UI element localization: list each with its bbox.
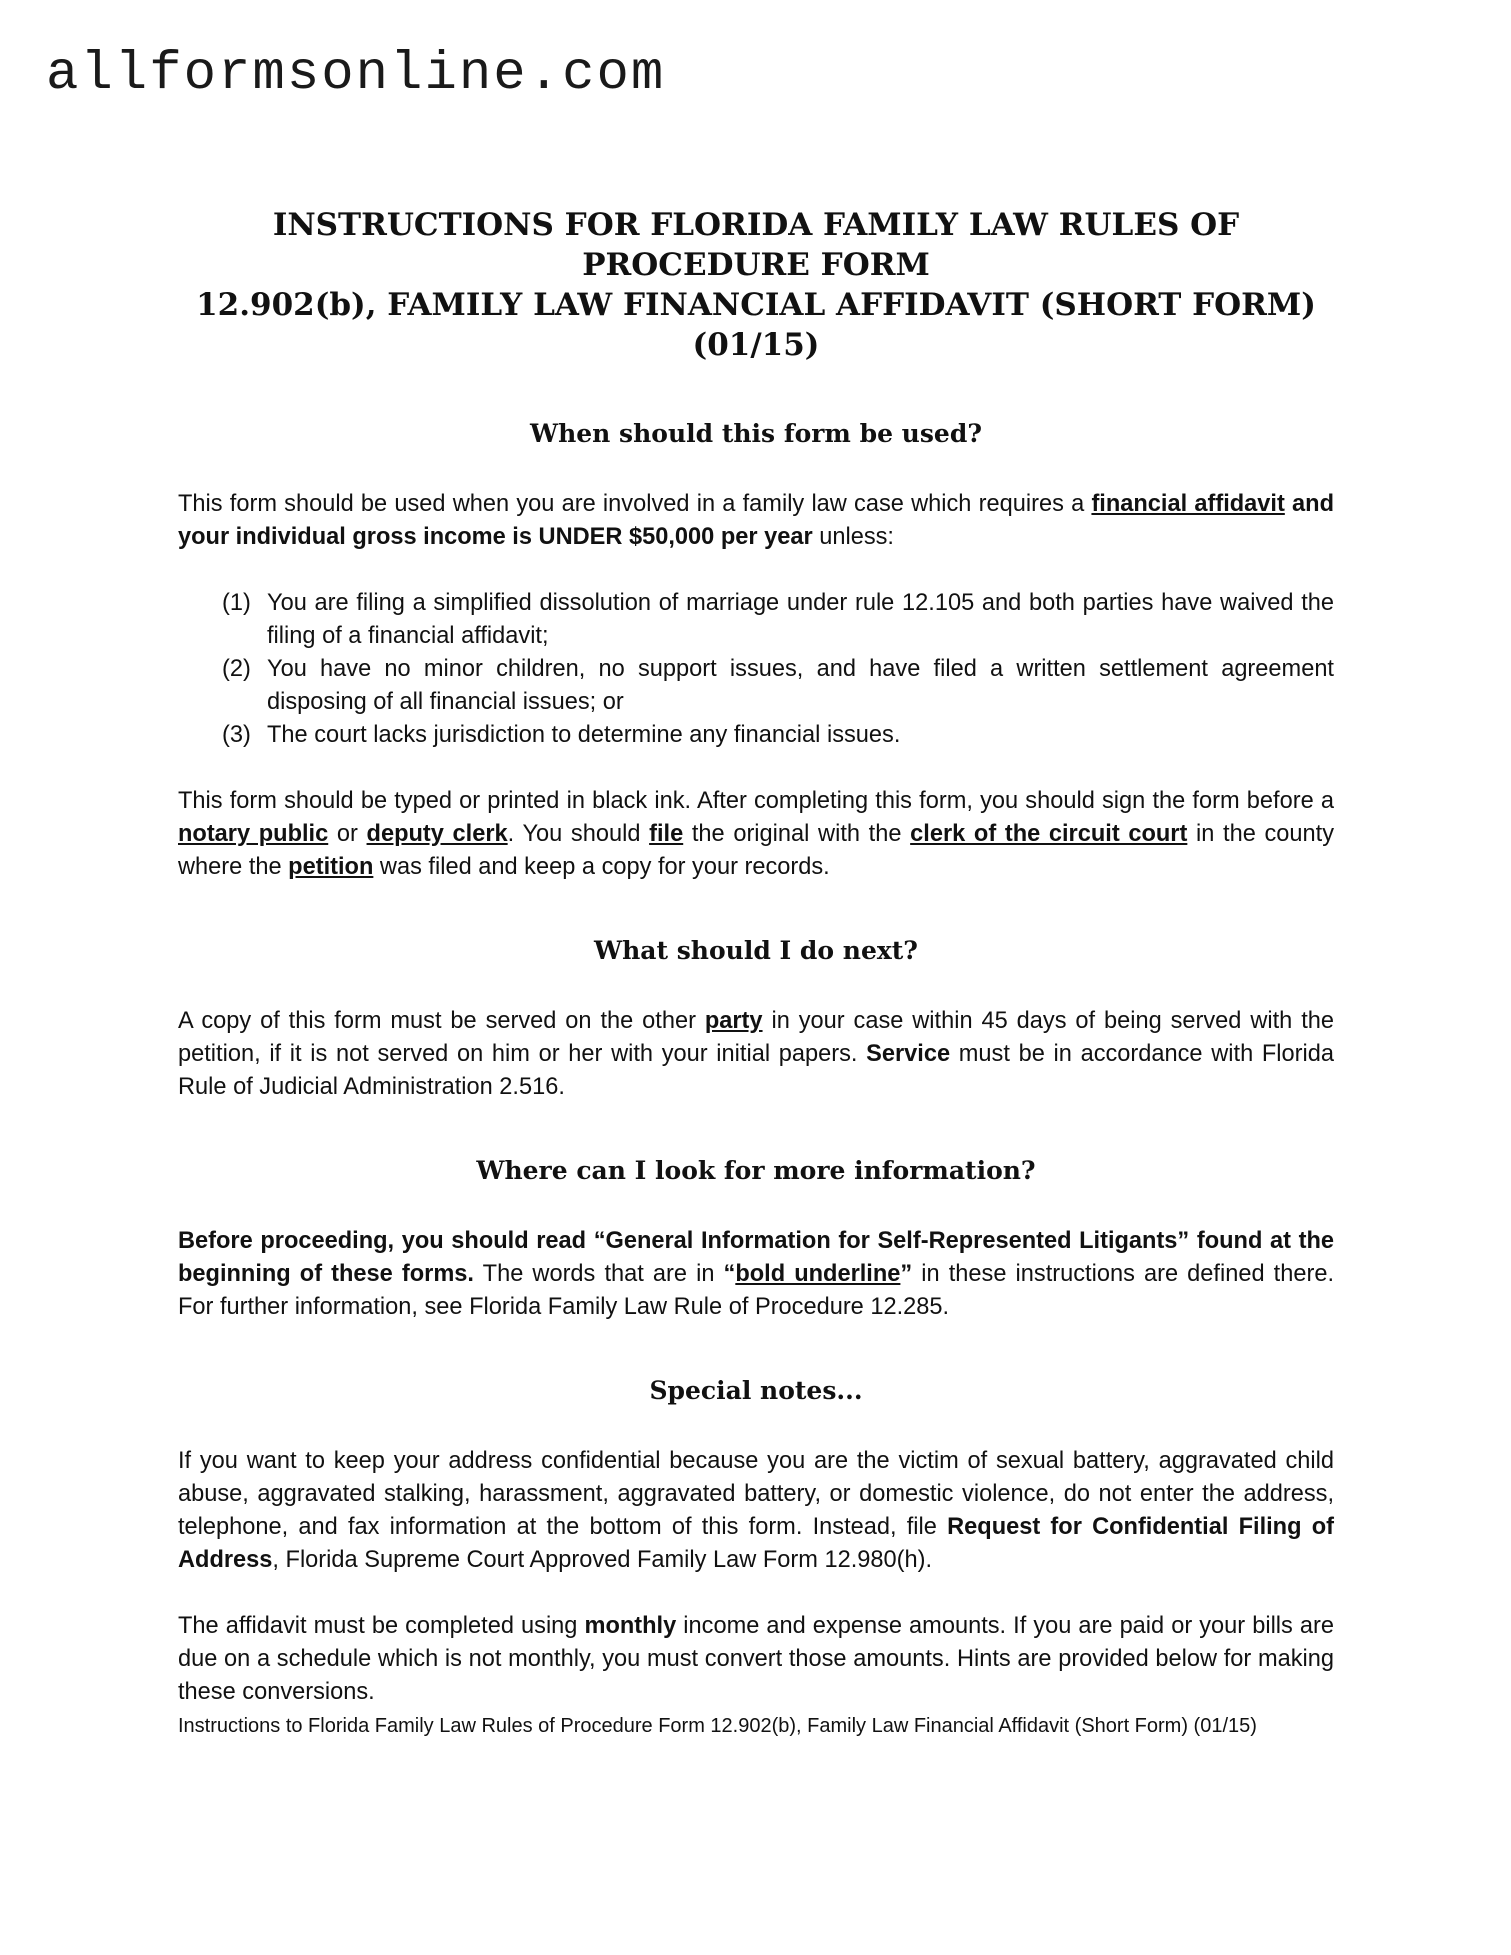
title-line-2: 12.902(b), FAMILY LAW FINANCIAL AFFIDAVIT (SHORT FORM) (01/15)	[196, 287, 1316, 363]
defined-term-bold-underline: bold underline	[735, 1261, 901, 1287]
text: in your case within 45 days of being served with the petition, if it is not served on him or her with your initial papers.	[178, 1008, 1334, 1067]
text: This form should be used when you are involved in a family law case which requires a	[178, 491, 1092, 517]
section-heading-notes: Special notes...	[649, 1376, 863, 1405]
text: The words that are in	[474, 1261, 724, 1287]
bold-service: Service	[866, 1041, 951, 1067]
section-heading-info: Where can I look for more information?	[476, 1156, 1036, 1185]
bold-read-general-info: Before proceeding, you should read “General Information for Self-Represented Litigants” found at the beginning of these forms.	[178, 1228, 1334, 1287]
page-footer: Instructions to Florida Family Law Rules of Procedure Form 12.902(b), Family Law Financial Affidavit (Short Form) (01/15)	[178, 1715, 1257, 1737]
text: . You should	[507, 821, 650, 847]
defined-term-clerk-of-circuit-court: clerk of the circuit court	[910, 821, 1188, 847]
list-item	[222, 587, 1334, 653]
section-heading-next: What should I do next?	[594, 936, 918, 965]
list-item-number: (2)	[222, 656, 251, 682]
list-item-text: The court lacks jurisdiction to determine any financial issues.	[267, 722, 901, 748]
list-item-number: (3)	[222, 722, 251, 748]
list-item-text: You have no minor children, no support issues, and have filed a written settlement agreement disposing of all financial issues; or	[267, 656, 1334, 715]
text: was filed and keep a copy for your records.	[373, 854, 830, 880]
text: must be in accordance with Florida Rule of Judicial Administration 2.516.	[178, 1041, 1334, 1100]
text: or	[328, 821, 367, 847]
list-item-number: (1)	[222, 590, 251, 616]
defined-term-party: party	[704, 1008, 763, 1034]
defined-term-file: file	[649, 821, 684, 847]
bold-income-condition: and your individual gross income is UNDER $50,000 per year	[178, 491, 1334, 550]
notes-paragraph-2	[178, 1610, 1334, 1709]
defined-term-notary-public: notary public	[178, 821, 329, 847]
quote-close: ”	[900, 1261, 913, 1287]
quote-open: “	[723, 1261, 736, 1287]
defined-term-financial-affidavit: financial affidavit	[1091, 491, 1285, 517]
text: , Florida Supreme Court Approved Family Law Form 12.980(h).	[272, 1547, 933, 1573]
bold-monthly: monthly	[584, 1613, 677, 1639]
text: the original with the	[683, 821, 911, 847]
section-heading-when: When should this form be used?	[530, 419, 982, 448]
notes-paragraph-1	[178, 1445, 1334, 1577]
list-item-text: You are filing a simplified dissolution of marriage under rule 12.105 and both parties have waived the filing of a financial affidavit;	[267, 590, 1334, 649]
list-item	[222, 653, 1334, 719]
exceptions-list	[178, 587, 1334, 752]
page-title	[178, 205, 1334, 365]
next-paragraph-1	[178, 1005, 1334, 1104]
text: If you want to keep your address confidential because you are the victim of sexual battery, aggravated child abuse, aggravated stalking, harassment, aggravated battery, or domestic violence, do not enter the address, telephone, and fax information at the bottom of this form. Instead, file	[178, 1448, 1334, 1540]
title-line-1: INSTRUCTIONS FOR FLORIDA FAMILY LAW RULES OF PROCEDURE FORM	[272, 207, 1240, 283]
defined-term-petition: petition	[288, 854, 374, 880]
text: in the county where the	[178, 821, 1335, 880]
text: unless:	[812, 524, 894, 550]
info-paragraph-1	[178, 1225, 1334, 1324]
site-watermark: allformsonline.com	[46, 44, 666, 105]
bold-request-confidential-filing: Request for Confidential Filing of Address	[178, 1514, 1334, 1573]
text: income and expense amounts. If you are paid or your bills are due on a schedule which is not monthly, you must convert those amounts. Hints are provided below for making these conversions.	[178, 1613, 1334, 1705]
text: This form should be typed or printed in black ink. After completing this form, you should sign the form before a	[178, 788, 1334, 814]
document-page	[178, 205, 1334, 1740]
text: The affidavit must be completed using	[178, 1613, 585, 1639]
list-item	[222, 719, 1334, 752]
text: A copy of this form must be served on the other	[178, 1008, 705, 1034]
text: in these instructions are defined there. For further information, see Florida Family Law Rule of Procedure 12.285.	[178, 1261, 1334, 1320]
defined-term-deputy-clerk: deputy clerk	[366, 821, 508, 847]
when-paragraph-1	[178, 488, 1334, 554]
when-paragraph-2	[178, 785, 1334, 884]
